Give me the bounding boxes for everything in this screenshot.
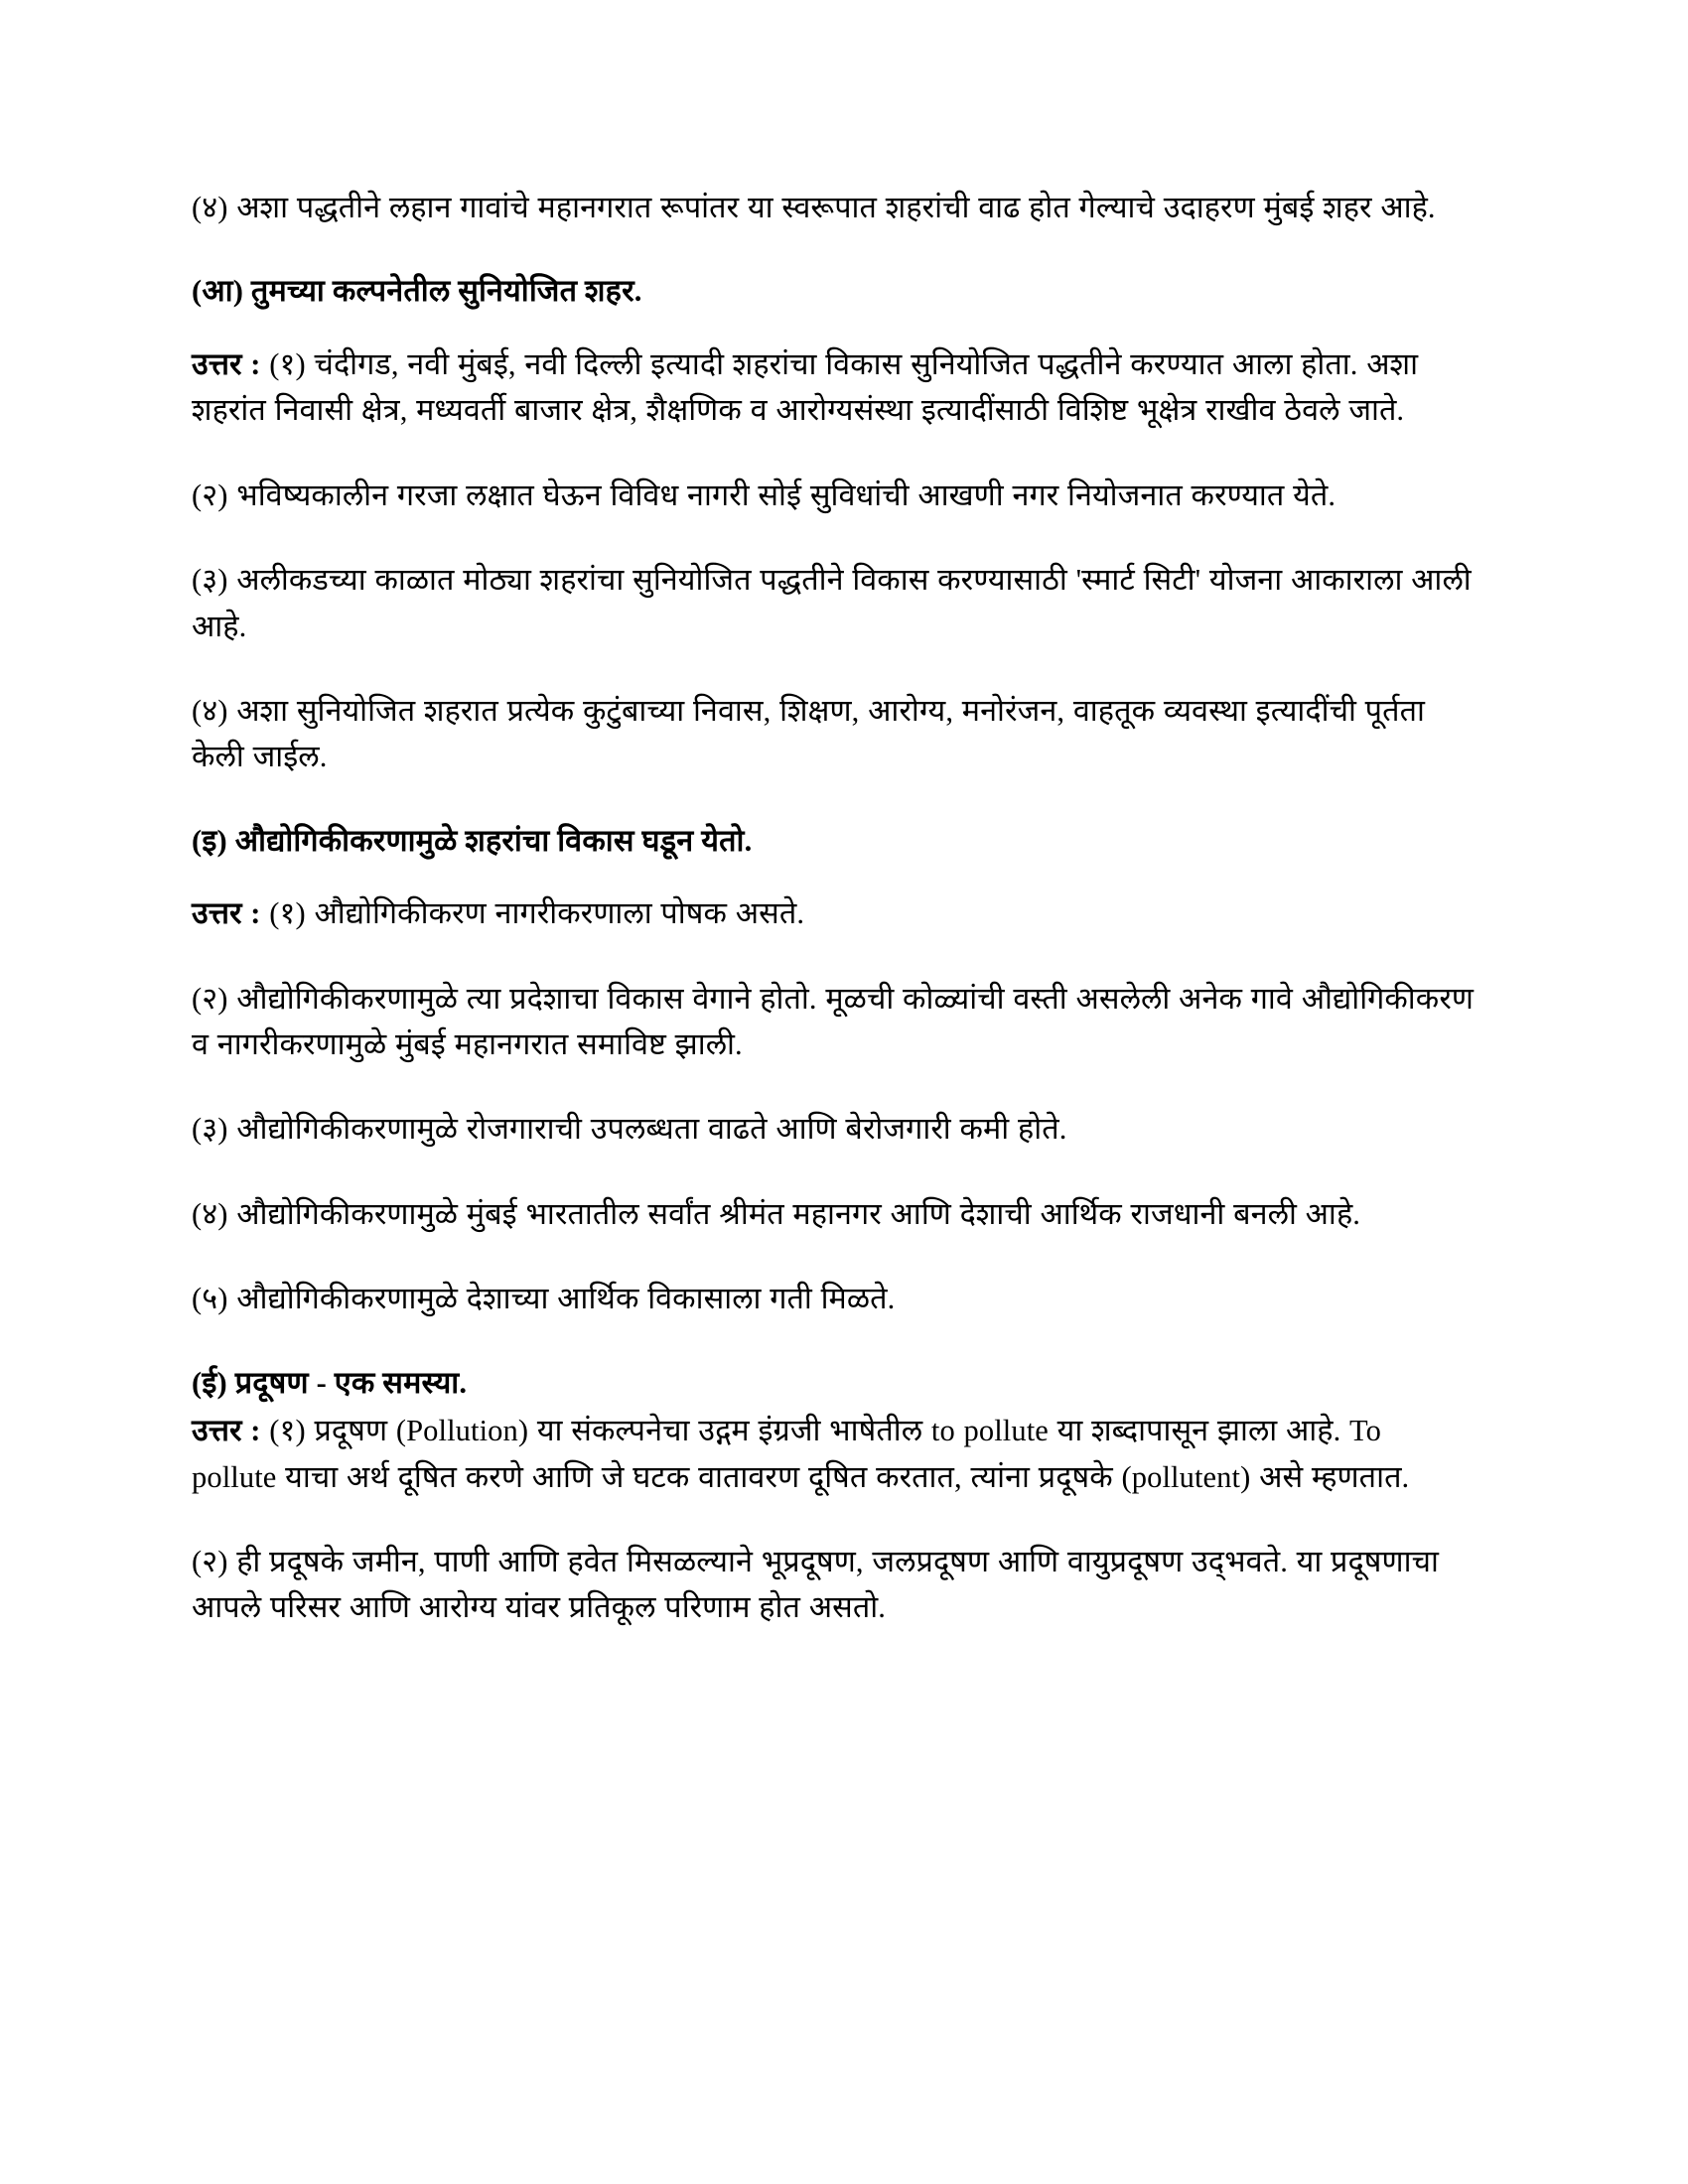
- spacer: [192, 1096, 1475, 1106]
- answer-paragraph-ee-2: (२) ही प्रदूषके जमीन, पाणी आणि हवेत मिसळल्याने भूप्रदूषण, जलप्रदूषण आणि वायुप्रदूषण उद्‌भवते. या प्रदूषणाचा आपले परिसर आणि आरोग्य यांवर प्रतिकूल परिणाम होत असतो.: [192, 1545, 1439, 1625]
- answer-paragraph-aa-3: (३) अलीकडच्या काळात मोठ्या शहरांचा सुनियोजित पद्धतीने विकास करण्यासाठी 'स्मार्ट सिटी' योजना आकाराला आली आहे.: [192, 563, 1472, 643]
- spacer: [192, 259, 1475, 269]
- spacer: [192, 1266, 1475, 1276]
- answer-paragraph-i-2: (२) औद्योगिकीकरणामुळे त्या प्रदेशाचा विकास वेगाने होतो. मूळची कोळ्यांची वस्ती असलेली अनेक गावे औद्योगिकीकरण व नागरीकरणामुळे मुंबई महानगरात समाविष्ट झाली.: [192, 981, 1475, 1062]
- spacer: [192, 547, 1475, 557]
- answer-paragraph-i-1: [192, 890, 1475, 936]
- answer-label-ee: उत्तर :: [192, 1414, 261, 1448]
- spacer: [192, 966, 1475, 976]
- answer-paragraph-aa-2: (२) भविष्यकालीन गरजा लक्षात घेऊन विविध नागरी सोई सुविधांची आखणी नगर नियोजनात करण्यात येते.: [192, 478, 1336, 512]
- answer-paragraph-ee-1: [192, 1408, 1475, 1500]
- heading-section-aa: (आ) तुमच्या कल्पनेतील सुनियोजित शहर.: [192, 274, 642, 309]
- heading-section-ee: (ई) प्रदूषण - एक समस्या.: [192, 1365, 468, 1400]
- answer-paragraph-i-4: (४) औद्योगिकीकरणामुळे मुंबई भारतातील सर्वांत श्रीमंत महानगर आणि देशाची आर्थिक राजधानी बनली आहे.: [192, 1196, 1360, 1231]
- spacer: [192, 1351, 1475, 1361]
- spacer: [192, 678, 1475, 688]
- answer-label-i: उत्तर :: [192, 896, 261, 931]
- answer-paragraph-aa-4: (४) अशा सुनियोजित शहरात प्रत्येक कुटुंबाच्या निवास, शिक्षण, आरोग्य, मनोरंजन, वाहतूक व्यवस्था इत्यादींची पूर्तता केली जाईल.: [192, 693, 1425, 774]
- answer-text-i-1: (१) औद्योगिकीकरण नागरीकरणाला पोषक असते.: [260, 896, 805, 931]
- answer-text-aa-1: (१) चंदीगड, नवी मुंबई, नवी दिल्ली इत्यादी शहरांचा विकास सुनियोजित पद्धतीने करण्यात आला होता. अशा शहरांत निवासी क्षेत्र, मध्यवर्ती बाजार क्षेत्र, शैक्षणिक व आरोग्यसंस्था इत्यादींसाठी विशिष्ट भूक्षेत्र राखीव ठेवले जाते.: [192, 347, 1419, 428]
- spacer: [192, 809, 1475, 819]
- spacer: [192, 1529, 1475, 1539]
- heading-section-i: (इ) औद्योगिकीकरणामुळे शहरांचा विकास घडून येतो.: [192, 823, 753, 858]
- paragraph-urban-growth-4: (४) अशा पद्धतीने लहान गावांचे महानगरात रूपांतर या स्वरूपात शहरांची वाढ होत गेल्याचे उदाहरण मुंबई शहर आहे.: [192, 191, 1436, 224]
- spacer: [192, 1181, 1475, 1191]
- answer-paragraph-aa-1: [192, 341, 1475, 434]
- answer-text-ee-1: (१) प्रदूषण (Pollution) या संकल्पनेचा उद्गम इंग्रजी भाषेतील to pollute या शब्दापासून झाला आहे. To pollute याचा अर्थ दूषित करणे आणि जे घटक वातावरण दूषित करतात, त्यांना प्रदूषके (pollutent) असे म्हणतात.: [192, 1414, 1410, 1494]
- answer-paragraph-i-5: (५) औद्योगिकीकरणामुळे देशाच्या आर्थिक विकासाला गती मिळते.: [192, 1282, 896, 1316]
- spacer: [192, 463, 1475, 473]
- answer-paragraph-i-3: (३) औद्योगिकीकरणामुळे रोजगाराची उपलब्धता वाढते आणि बेरोजगारी कमी होते.: [192, 1112, 1067, 1147]
- answer-label-aa: उत्तर :: [192, 347, 261, 382]
